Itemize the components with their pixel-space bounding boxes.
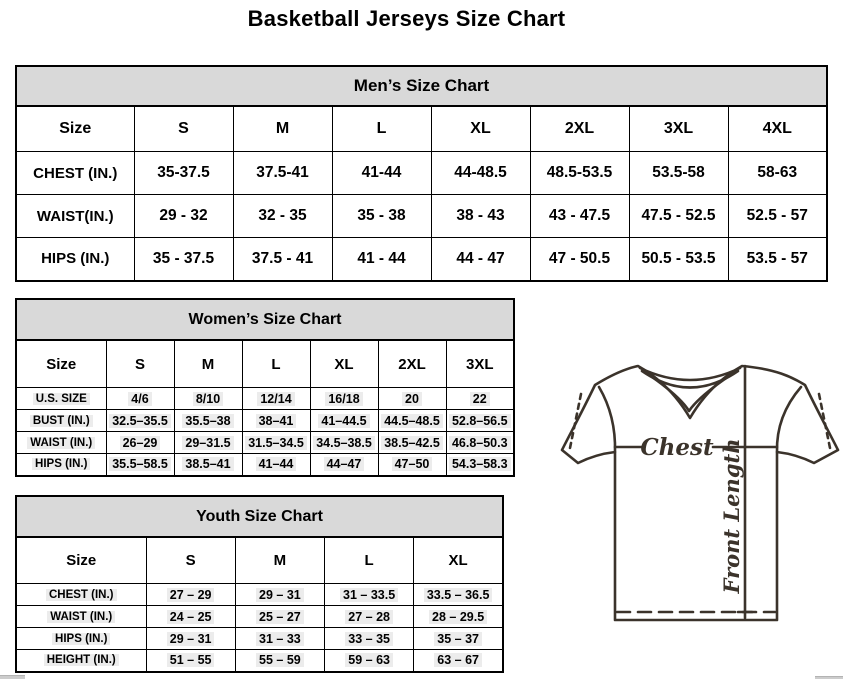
column-header: Size bbox=[16, 340, 106, 388]
table-row bbox=[16, 650, 503, 672]
column-header: S bbox=[106, 340, 174, 388]
row-label: WAIST (IN.) bbox=[16, 432, 106, 454]
column-header: 4XL bbox=[728, 106, 827, 152]
table-cell: 22 bbox=[446, 388, 514, 410]
table-cell: 16/18 bbox=[310, 388, 378, 410]
table-cell: 35 – 37 bbox=[414, 628, 503, 650]
table-cell: 44.5–48.5 bbox=[378, 410, 446, 432]
table-cell: 20 bbox=[378, 388, 446, 410]
table-cell: 38.5–42.5 bbox=[378, 432, 446, 454]
table-cell: 34.5–38.5 bbox=[310, 432, 378, 454]
table-cell: 31 – 33.5 bbox=[325, 584, 414, 606]
table-cell: 44-48.5 bbox=[431, 152, 530, 195]
table-row bbox=[16, 238, 827, 281]
column-header: XL bbox=[310, 340, 378, 388]
table-cell: 31.5–34.5 bbox=[242, 432, 310, 454]
table-cell: 35 - 37.5 bbox=[134, 238, 233, 281]
row-label: CHEST (IN.) bbox=[16, 152, 134, 195]
table-cell: 29–31.5 bbox=[174, 432, 242, 454]
table-cell: 37.5-41 bbox=[233, 152, 332, 195]
table-band-row bbox=[16, 496, 503, 537]
row-label: WAIST (IN.) bbox=[16, 606, 146, 628]
front-length-label: Front Length bbox=[719, 438, 744, 594]
table-row bbox=[16, 454, 514, 476]
column-header: M bbox=[235, 537, 324, 584]
table-cell: 53.5-58 bbox=[629, 152, 728, 195]
table-cell: 55 – 59 bbox=[235, 650, 324, 672]
table-cell: 47.5 - 52.5 bbox=[629, 195, 728, 238]
column-header: L bbox=[242, 340, 310, 388]
column-header: XL bbox=[414, 537, 503, 584]
mens-size-table bbox=[15, 65, 828, 282]
table-cell: 35-37.5 bbox=[134, 152, 233, 195]
table-cell: 59 – 63 bbox=[325, 650, 414, 672]
table-cell: 32 - 35 bbox=[233, 195, 332, 238]
table-cell: 31 – 33 bbox=[235, 628, 324, 650]
table-cell: 29 – 31 bbox=[235, 584, 324, 606]
row-label: HIPS (IN.) bbox=[16, 628, 146, 650]
table-cell: 35.5–38 bbox=[174, 410, 242, 432]
table-cell: 35.5–58.5 bbox=[106, 454, 174, 476]
table-cell: 4/6 bbox=[106, 388, 174, 410]
table-band-row bbox=[16, 299, 514, 340]
table-cell: 51 – 55 bbox=[146, 650, 235, 672]
table-cell: 47 - 50.5 bbox=[530, 238, 629, 281]
table-cell: 63 – 67 bbox=[414, 650, 503, 672]
table-cell: 52.5 - 57 bbox=[728, 195, 827, 238]
column-header: 2XL bbox=[378, 340, 446, 388]
page-title: Basketball Jerseys Size Chart bbox=[247, 6, 566, 31]
table-cell: 47–50 bbox=[378, 454, 446, 476]
column-header: S bbox=[146, 537, 235, 584]
table-cell: 43 - 47.5 bbox=[530, 195, 629, 238]
row-label: U.S. SIZE bbox=[16, 388, 106, 410]
jersey-outline-shape bbox=[562, 366, 838, 620]
table-cell: 29 – 31 bbox=[146, 628, 235, 650]
table-row bbox=[16, 410, 514, 432]
table-cell: 38 - 43 bbox=[431, 195, 530, 238]
table-cell: 32.5–35.5 bbox=[106, 410, 174, 432]
table-cell: 38.5–41 bbox=[174, 454, 242, 476]
table-cell: 27 – 28 bbox=[325, 606, 414, 628]
column-header: M bbox=[233, 106, 332, 152]
table-cell: 52.8–56.5 bbox=[446, 410, 514, 432]
column-header: 3XL bbox=[446, 340, 514, 388]
table-cell: 28 – 29.5 bbox=[414, 606, 503, 628]
table-row bbox=[16, 584, 503, 606]
table-cell: 41–44 bbox=[242, 454, 310, 476]
table-row bbox=[16, 388, 514, 410]
column-header: M bbox=[174, 340, 242, 388]
table-cell: 41 - 44 bbox=[332, 238, 431, 281]
womens-size-table bbox=[15, 298, 515, 477]
row-label: WAIST(IN.) bbox=[16, 195, 134, 238]
table-cell: 41-44 bbox=[332, 152, 431, 195]
table-header-row bbox=[16, 106, 827, 152]
youth-size-table bbox=[15, 495, 504, 673]
row-label: HIPS (IN.) bbox=[16, 454, 106, 476]
table-cell: 35 - 38 bbox=[332, 195, 431, 238]
table-row bbox=[16, 432, 514, 454]
table-row bbox=[16, 606, 503, 628]
table-row bbox=[16, 195, 827, 238]
column-header: Size bbox=[16, 537, 146, 584]
table-cell: 33 – 35 bbox=[325, 628, 414, 650]
table-cell: 12/14 bbox=[242, 388, 310, 410]
column-header: XL bbox=[431, 106, 530, 152]
table-cell: 54.3–58.3 bbox=[446, 454, 514, 476]
table-cell: 50.5 - 53.5 bbox=[629, 238, 728, 281]
table-cell: 46.8–50.3 bbox=[446, 432, 514, 454]
horizontal-scrollbar-left-fragment[interactable] bbox=[0, 675, 25, 679]
column-header: 3XL bbox=[629, 106, 728, 152]
table-cell: 27 – 29 bbox=[146, 584, 235, 606]
row-label: BUST (IN.) bbox=[16, 410, 106, 432]
table-cell: 33.5 – 36.5 bbox=[414, 584, 503, 606]
row-label: CHEST (IN.) bbox=[16, 584, 146, 606]
table-band-row bbox=[16, 66, 827, 106]
table-cell: 41–44.5 bbox=[310, 410, 378, 432]
column-header: 2XL bbox=[530, 106, 629, 152]
table-cell: 8/10 bbox=[174, 388, 242, 410]
column-header: S bbox=[134, 106, 233, 152]
jersey-measurement-diagram bbox=[558, 356, 843, 674]
table-cell: 53.5 - 57 bbox=[728, 238, 827, 281]
table-title: Youth Size Chart bbox=[16, 496, 503, 537]
table-header-row bbox=[16, 537, 503, 584]
chest-label: Chest bbox=[640, 434, 714, 461]
table-row bbox=[16, 152, 827, 195]
table-title: Men’s Size Chart bbox=[16, 66, 827, 106]
row-label: HEIGHT (IN.) bbox=[16, 650, 146, 672]
row-label: HIPS (IN.) bbox=[16, 238, 134, 281]
table-header-row bbox=[16, 340, 514, 388]
table-cell: 48.5-53.5 bbox=[530, 152, 629, 195]
table-row bbox=[16, 628, 503, 650]
table-cell: 37.5 - 41 bbox=[233, 238, 332, 281]
table-cell: 44 - 47 bbox=[431, 238, 530, 281]
column-header: L bbox=[332, 106, 431, 152]
table-cell: 38–41 bbox=[242, 410, 310, 432]
table-cell: 58-63 bbox=[728, 152, 827, 195]
table-cell: 44–47 bbox=[310, 454, 378, 476]
column-header: L bbox=[325, 537, 414, 584]
table-title: Women’s Size Chart bbox=[16, 299, 514, 340]
column-header: Size bbox=[16, 106, 134, 152]
table-cell: 29 - 32 bbox=[134, 195, 233, 238]
table-cell: 24 – 25 bbox=[146, 606, 235, 628]
table-cell: 26–29 bbox=[106, 432, 174, 454]
table-cell: 25 – 27 bbox=[235, 606, 324, 628]
